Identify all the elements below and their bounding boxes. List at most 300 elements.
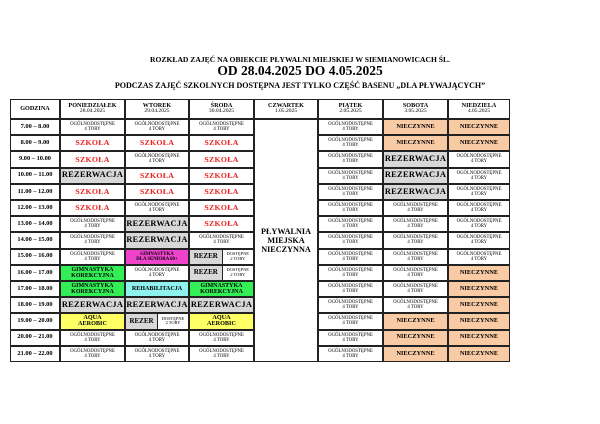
available-label: DOSTĘPNE	[226, 251, 249, 257]
lanes-label: 4 TORY	[148, 159, 166, 165]
public-label: OGÓLNODOSTĘPNE	[199, 235, 244, 241]
slot-public	[448, 168, 510, 184]
school-label: SZKOŁA	[75, 203, 110, 213]
public-label: OGÓLNODOSTĘPNE	[393, 219, 438, 225]
public-label: OGÓLNODOSTĘPNE	[199, 332, 244, 338]
public-label: OGÓLNODOSTĘPNE	[70, 122, 115, 128]
lanes-label: 4 TORY	[342, 208, 359, 214]
split-public-part	[222, 266, 254, 280]
public-label: OGÓLNODOSTĘPNE	[328, 251, 373, 257]
schedule-title: ROZKŁAD ZAJĘĆ NA OBIEKCIE PŁYWALNI MIEJSKIEJ W SIEMIANOWICACH ŚL.	[150, 55, 450, 64]
school-label: SZKOŁA	[204, 203, 239, 213]
slot-public	[383, 265, 448, 281]
slot-public	[125, 265, 189, 281]
day-name: PIĄTEK	[338, 102, 363, 110]
public-label: OGÓLNODOSTĘPNE	[393, 251, 438, 257]
day-date: 4.05.2025	[467, 108, 491, 115]
public-label: OGÓLNODOSTĘPNE	[393, 267, 438, 273]
public-label: OGÓLNODOSTĘPNE	[70, 235, 115, 241]
slot-public	[318, 265, 383, 281]
closed-slot-label: NIECZYNNE	[396, 122, 435, 130]
school-label: SZKOŁA	[139, 138, 175, 148]
time-slot-label: 14.00 – 15.00	[17, 236, 53, 244]
slot-public	[60, 330, 125, 346]
school-label: SZKOŁA	[139, 170, 175, 180]
lanes-label: 4 TORY	[470, 208, 488, 214]
day-header	[125, 99, 189, 119]
slot-public	[383, 200, 448, 216]
slot-public	[318, 249, 383, 265]
public-label: OGÓLNODOSTĘPNE	[70, 348, 115, 354]
lanes-label: 4 TORY	[407, 240, 424, 246]
aqua-label: AQUA	[83, 313, 102, 321]
public-label: OGÓLNODOSTĘPNE	[134, 348, 180, 354]
time-slot-label: 8.00 – 9.00	[20, 139, 50, 147]
slot-closed	[383, 135, 448, 151]
school-label: SZKOŁA	[75, 186, 110, 196]
closed-slot-label: NIECZYNNE	[459, 333, 499, 341]
closed-slot-label: NIECZYNNE	[459, 317, 499, 325]
lanes-label: 4 TORY	[342, 127, 359, 133]
day-header	[383, 99, 448, 119]
gym-label: GIMNASTYKA	[71, 266, 114, 273]
two-lanes-label: 2 TORY	[165, 320, 181, 326]
time-slot-label: 21.00 – 22.00	[17, 349, 53, 357]
closed-slot-label: NIECZYNNE	[459, 349, 499, 357]
lanes-label: 4 TORY	[407, 305, 424, 311]
lanes-label: 4 TORY	[148, 208, 166, 214]
slot-public	[448, 200, 510, 216]
slot-public	[448, 232, 510, 248]
day-header	[318, 99, 383, 119]
slot-public	[318, 200, 383, 216]
slot-reservation	[383, 151, 448, 167]
closed-slot-label: NIECZYNNE	[459, 122, 499, 130]
slot-closed	[448, 346, 510, 362]
slot-closed	[383, 119, 448, 135]
lanes-label: 4 TORY	[213, 353, 230, 359]
gym-label-2: KOREKCYJNA	[71, 272, 114, 279]
slot-public	[318, 168, 383, 184]
slot-public	[448, 249, 510, 265]
public-label: OGÓLNODOSTĘPNE	[134, 267, 180, 273]
aqua-label-2: AEROBIC	[78, 320, 107, 328]
lanes-label: 4 TORY	[342, 159, 359, 165]
slot-school	[189, 135, 254, 151]
public-label: OGÓLNODOSTĘPNE	[328, 235, 373, 241]
public-label: OGÓLNODOSTĘPNE	[70, 251, 115, 257]
time-slot-label: 16.00 – 17.00	[17, 268, 53, 276]
lanes-label: 4 TORY	[407, 208, 424, 214]
partial-reservation-label: REZER	[193, 268, 218, 277]
reservation-label: REZERWACJA	[126, 235, 188, 245]
slot-public	[125, 330, 189, 346]
slot-closed	[448, 330, 510, 346]
reservation-label: REZERWACJA	[126, 219, 188, 229]
slot-public	[318, 346, 383, 362]
public-label: OGÓLNODOSTĘPNE	[328, 154, 373, 160]
time-slot-label: 12.00 – 13.00	[17, 203, 53, 211]
time-slot	[10, 232, 60, 248]
public-label: OGÓLNODOSTĘPNE	[70, 332, 115, 338]
public-label: OGÓLNODOSTĘPNE	[70, 219, 115, 225]
gym-label: GIMNASTYKA	[71, 282, 114, 289]
public-label: OGÓLNODOSTĘPNE	[328, 300, 373, 306]
public-label: OGÓLNODOSTĘPNE	[456, 203, 502, 209]
slot-reservation	[60, 297, 125, 313]
slot-closed	[448, 135, 510, 151]
slot-closed	[448, 281, 510, 297]
slot-school	[189, 168, 254, 184]
slot-public	[383, 232, 448, 248]
slot-closed	[383, 330, 448, 346]
reservation-label: REZERWACJA	[384, 170, 447, 180]
slot-closed	[448, 313, 510, 329]
slot-school	[60, 184, 125, 200]
lanes-label: 4 TORY	[470, 224, 488, 230]
school-label: SZKOŁA	[139, 186, 175, 196]
time-slot	[10, 313, 60, 329]
day-header	[60, 99, 125, 119]
slot-public	[318, 151, 383, 167]
split-reservation-part	[190, 250, 222, 264]
time-slot	[10, 151, 60, 167]
public-label: OGÓLNODOSTĘPNE	[328, 316, 373, 322]
slot-reservation	[189, 297, 254, 313]
day-date: 2.05.2025	[339, 108, 362, 115]
slot-public	[125, 119, 189, 135]
slot-rehabilitation	[125, 281, 189, 297]
slot-corrective-gym	[60, 265, 125, 281]
lanes-label: 4 TORY	[213, 127, 230, 133]
time-slot	[10, 184, 60, 200]
lanes-label: 4 TORY	[407, 289, 424, 295]
closed-slot-label: NIECZYNNE	[459, 268, 499, 276]
slot-school	[189, 216, 254, 232]
time-header-label: GODZINA	[20, 104, 50, 112]
time-slot-label: 18.00 – 19.00	[17, 301, 53, 309]
public-label: OGÓLNODOSTĘPNE	[456, 235, 502, 241]
slot-school	[60, 200, 125, 216]
day-name: PONIEDZIAŁEK	[68, 102, 117, 110]
slot-public	[383, 216, 448, 232]
slot-partial-reservation	[189, 265, 254, 281]
slot-public	[60, 346, 125, 362]
slot-closed	[383, 313, 448, 329]
time-slot	[10, 297, 60, 313]
slot-public	[318, 184, 383, 200]
slot-school	[189, 200, 254, 216]
slot-public	[448, 184, 510, 200]
time-slot-label: 11.00 – 12.00	[17, 187, 53, 195]
public-label: OGÓLNODOSTĘPNE	[328, 219, 373, 225]
public-label: OGÓLNODOSTĘPNE	[456, 219, 502, 225]
school-label: SZKOŁA	[75, 154, 110, 164]
public-label: OGÓLNODOSTĘPNE	[134, 122, 180, 128]
slot-public	[318, 216, 383, 232]
public-label: OGÓLNODOSTĘPNE	[328, 284, 373, 290]
two-lanes-label: 2 TORY	[230, 271, 246, 277]
slot-closed	[448, 119, 510, 135]
time-slot-label: 17.00 – 18.00	[17, 284, 53, 292]
time-slot	[10, 281, 60, 297]
public-label: OGÓLNODOSTĘPNE	[393, 284, 438, 290]
reservation-label: REZERWACJA	[384, 186, 447, 196]
lanes-label: 4 TORY	[84, 224, 101, 230]
time-slot-label: 19.00 – 20.00	[17, 317, 53, 325]
senior-gym-label-2: DLA SENIORA 60+	[136, 256, 178, 262]
split-reservation-part	[190, 266, 222, 280]
slot-reservation	[125, 216, 189, 232]
lanes-label: 4 TORY	[84, 337, 101, 343]
lanes-label: 4 TORY	[342, 353, 359, 359]
closed-slot-label: NIECZYNNE	[396, 317, 435, 325]
slot-partial-reservation	[125, 313, 189, 329]
thursday-closed-cell	[254, 119, 318, 362]
slot-aqua-aerobic	[189, 313, 254, 329]
slot-school	[125, 135, 189, 151]
lanes-label: 4 TORY	[148, 127, 166, 133]
time-column-header	[10, 99, 60, 119]
slot-reservation	[60, 168, 125, 184]
closed-slot-label: NIECZYNNE	[396, 349, 435, 357]
lanes-label: 4 TORY	[342, 321, 359, 327]
lanes-label: 4 TORY	[470, 256, 488, 262]
slot-senior-gym	[125, 249, 189, 265]
closed-label: PŁYWALNIA MIEJSKA NIECZYNNA	[260, 226, 312, 254]
public-label: OGÓLNODOSTĘPNE	[328, 203, 373, 209]
lanes-label: 4 TORY	[84, 127, 101, 133]
slot-corrective-gym	[60, 281, 125, 297]
time-slot	[10, 249, 60, 265]
lanes-label: 4 TORY	[342, 305, 359, 311]
slot-public	[318, 281, 383, 297]
slot-school	[60, 151, 125, 167]
day-name: WTOREK	[142, 102, 172, 110]
closed-slot-label: NIECZYNNE	[459, 284, 499, 292]
partial-reservation-label: REZER	[193, 252, 218, 261]
slot-public	[189, 346, 254, 362]
reservation-label: REZERWACJA	[384, 154, 447, 164]
lanes-label: 4 TORY	[470, 175, 488, 181]
slot-public	[318, 119, 383, 135]
slot-public	[318, 313, 383, 329]
time-slot-label: 20.00 – 21.00	[17, 333, 53, 341]
slot-public	[189, 232, 254, 248]
slot-school	[189, 184, 254, 200]
slot-public	[189, 119, 254, 135]
day-name: CZWARTEK	[268, 102, 304, 110]
lanes-label: 4 TORY	[470, 159, 488, 165]
closed-slot-label: NIECZYNNE	[396, 333, 435, 341]
time-slot	[10, 216, 60, 232]
lanes-label: 4 TORY	[148, 272, 166, 278]
gym-label-2: KOREKCYJNA	[200, 289, 243, 296]
public-label: OGÓLNODOSTĘPNE	[328, 170, 373, 176]
slot-public	[318, 297, 383, 313]
partial-reservation-label: REZER	[129, 316, 154, 325]
school-label: SZKOŁA	[75, 138, 110, 148]
slot-reservation	[125, 297, 189, 313]
day-date: 28.04.2025	[79, 108, 106, 115]
lanes-label: 4 TORY	[342, 289, 359, 295]
aqua-label: AQUA	[212, 313, 231, 321]
day-date: 1.05.2025	[274, 108, 298, 115]
day-name: ŚRODA	[210, 102, 233, 110]
slot-school	[189, 151, 254, 167]
public-label: OGÓLNODOSTĘPNE	[456, 186, 502, 192]
split-public-part	[222, 250, 254, 264]
day-date: 3.05.2025	[404, 108, 427, 115]
public-label: OGÓLNODOSTĘPNE	[134, 332, 180, 338]
slot-school	[60, 135, 125, 151]
public-label: OGÓLNODOSTĘPNE	[199, 348, 244, 354]
time-slot	[10, 265, 60, 281]
public-label: OGÓLNODOSTĘPNE	[456, 170, 502, 176]
public-label: OGÓLNODOSTĘPNE	[328, 122, 373, 128]
time-slot	[10, 346, 60, 362]
slot-public	[383, 249, 448, 265]
lanes-label: 4 TORY	[213, 337, 230, 343]
day-name: SOBOTA	[402, 102, 429, 110]
lanes-label: 4 TORY	[342, 337, 359, 343]
lanes-label: 4 TORY	[84, 353, 101, 359]
public-label: OGÓLNODOSTĘPNE	[393, 235, 438, 241]
lanes-label: 4 TORY	[407, 272, 424, 278]
slot-school	[125, 168, 189, 184]
lanes-label: 4 TORY	[148, 353, 166, 359]
time-slot-label: 15.00 – 16.00	[17, 252, 53, 260]
public-label: OGÓLNODOSTĘPNE	[328, 138, 373, 144]
lanes-label: 4 TORY	[148, 337, 166, 343]
lanes-label: 4 TORY	[342, 240, 359, 246]
school-label: SZKOŁA	[204, 154, 239, 164]
slot-public	[60, 232, 125, 248]
available-label: DOSTĘPNE	[226, 267, 249, 273]
slot-school	[125, 184, 189, 200]
split-reservation-part	[126, 314, 157, 328]
slot-public	[60, 249, 125, 265]
reservation-label: REZERWACJA	[126, 300, 188, 310]
slot-closed	[448, 265, 510, 281]
rehab-label: REHABILITACJA	[131, 286, 183, 293]
gym-label: GIMNASTYKA	[200, 282, 243, 289]
time-slot	[10, 135, 60, 151]
public-label: OGÓLNODOSTĘPNE	[328, 348, 373, 354]
lanes-label: 4 TORY	[213, 240, 230, 246]
slot-public	[448, 151, 510, 167]
gym-label-2: KOREKCYJNA	[71, 289, 114, 296]
closed-slot-label: NIECZYNNE	[459, 139, 499, 147]
public-label: OGÓLNODOSTĘPNE	[328, 267, 373, 273]
slot-public	[60, 119, 125, 135]
time-slot-label: 13.00 – 14.00	[17, 220, 53, 228]
school-label: SZKOŁA	[204, 138, 239, 148]
day-header	[254, 99, 318, 119]
slot-reservation	[383, 184, 448, 200]
lanes-label: 4 TORY	[342, 224, 359, 230]
slot-public	[383, 297, 448, 313]
slot-public	[125, 200, 189, 216]
slot-public	[60, 216, 125, 232]
available-label: DOSTĘPNE	[161, 315, 185, 321]
slot-closed	[448, 297, 510, 313]
public-label: OGÓLNODOSTĘPNE	[328, 332, 373, 338]
time-slot	[10, 119, 60, 135]
public-label: OGÓLNODOSTĘPNE	[328, 186, 373, 192]
school-label: SZKOŁA	[204, 219, 239, 229]
slot-public	[318, 232, 383, 248]
day-header	[448, 99, 510, 119]
public-label: OGÓLNODOSTĘPNE	[134, 203, 180, 209]
reservation-label: REZERWACJA	[61, 300, 124, 310]
lanes-label: 4 TORY	[84, 240, 101, 246]
reservation-label: REZERWACJA	[61, 170, 124, 180]
public-label: OGÓLNODOSTĘPNE	[393, 203, 438, 209]
time-slot-label: 10.00 – 11.00	[17, 171, 53, 179]
public-label: OGÓLNODOSTĘPNE	[199, 122, 244, 128]
day-header	[189, 99, 254, 119]
public-label: OGÓLNODOSTĘPNE	[456, 154, 502, 160]
slot-public	[318, 135, 383, 151]
slot-public	[318, 330, 383, 346]
slot-public	[125, 151, 189, 167]
slot-aqua-aerobic	[60, 313, 125, 329]
lanes-label: 4 TORY	[342, 191, 359, 197]
school-label: SZKOŁA	[204, 170, 239, 180]
slot-public	[189, 330, 254, 346]
slot-closed	[383, 346, 448, 362]
senior-gym-label: GIMNASTYKA	[140, 251, 174, 257]
time-slot	[10, 200, 60, 216]
two-lanes-label: 2 TORY	[230, 255, 246, 261]
slot-reservation	[125, 232, 189, 248]
reservation-label: REZERWACJA	[190, 300, 253, 310]
public-label: OGÓLNODOSTĘPNE	[134, 154, 180, 160]
school-label: SZKOŁA	[204, 186, 239, 196]
time-slot	[10, 168, 60, 184]
date-range-title: OD 28.04.2025 DO 4.05.2025	[217, 63, 383, 78]
time-slot-label: 9.00 – 10.00	[19, 155, 51, 163]
slot-corrective-gym	[189, 281, 254, 297]
pool-notice: PODCZAS ZAJĘĆ SZKOLNYCH DOSTĘPNA JEST TYLKO CZĘŚĆ BASENU „DLA PŁYWAJĄCYCH”	[114, 81, 486, 90]
slot-public	[125, 346, 189, 362]
lanes-label: 4 TORY	[407, 256, 424, 262]
day-name: NIEDZIELA	[461, 102, 497, 110]
aqua-label-2: AEROBIC	[207, 320, 236, 328]
lanes-label: 4 TORY	[342, 256, 359, 262]
lanes-label: 4 TORY	[470, 191, 488, 197]
split-public-part	[157, 314, 188, 328]
day-date: 30.04.2025	[208, 108, 235, 115]
lanes-label: 4 TORY	[342, 272, 359, 278]
time-slot-label: 7.00 – 8.00	[20, 122, 50, 130]
time-slot	[10, 330, 60, 346]
lanes-label: 4 TORY	[342, 143, 359, 149]
slot-reservation	[383, 168, 448, 184]
public-label: OGÓLNODOSTĘPNE	[456, 251, 502, 257]
closed-slot-label: NIECZYNNE	[396, 139, 435, 147]
slot-public	[448, 216, 510, 232]
closed-slot-label: NIECZYNNE	[459, 301, 499, 309]
lanes-label: 4 TORY	[84, 256, 101, 262]
lanes-label: 4 TORY	[342, 175, 359, 181]
lanes-label: 4 TORY	[470, 240, 488, 246]
day-date: 29.04.2025	[144, 108, 170, 115]
lanes-label: 4 TORY	[407, 224, 424, 230]
slot-public	[383, 281, 448, 297]
slot-partial-reservation	[189, 249, 254, 265]
